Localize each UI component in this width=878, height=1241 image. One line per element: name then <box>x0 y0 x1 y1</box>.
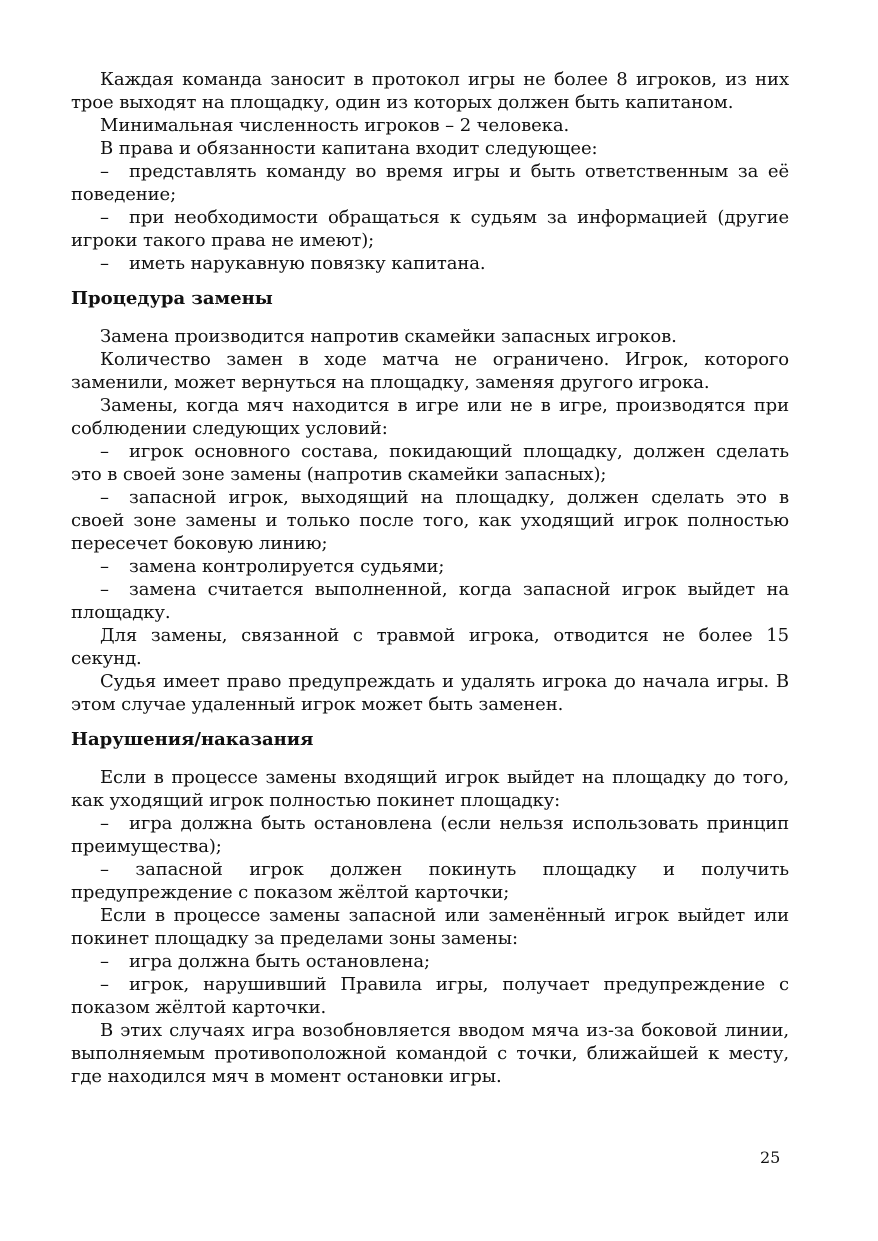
section-heading-substitution: Процедура замены <box>71 288 273 309</box>
paragraph-team-roster: Каждая команда заносит в протокол игры не более 8 игроков, из них трое выходят на площадку, один из которых должен быть капитаном. <box>71 69 789 113</box>
document-page <box>71 68 789 1088</box>
paragraph-minimum-players: Минимальная численность игроков – 2 человека. <box>100 115 570 136</box>
section-heading-violations: Нарушения/наказания <box>71 729 314 750</box>
list-item-substitution-condition: – замена контролируется судьями; <box>100 556 445 577</box>
dash-marker: – <box>100 951 109 972</box>
page-number: 25 <box>760 1148 781 1167</box>
paragraph-restart: В этих случаях игра возобновляется вводом мяча из-за боковой линии, выполняемым противоположной командой с точки, ближайшей к месту, где находился мяч в момент остановки игры. <box>71 1020 789 1087</box>
list-item-captain-duty: – иметь нарукавную повязку капитана. <box>100 253 486 274</box>
dash-marker: – <box>100 253 109 274</box>
paragraph-captain-duties-intro: В права и обязанности капитана входит следующее: <box>100 138 598 159</box>
paragraph-referee-rights: Судья имеет право предупреждать и удалять игрока до начала игры. В этом случае удаленный игрок может быть заменен. <box>71 671 789 715</box>
paragraph-substitution-conditions: Замены, когда мяч находится в игре или не в игре, производятся при соблюдении следующих условий: <box>71 395 789 439</box>
dash-marker: – <box>100 974 109 995</box>
list-item-substitution-condition: – замена считается выполненной, когда запасной игрок выйдет на площадку. <box>71 579 789 623</box>
list-item-outside-zone-penalty: – игрок, нарушивший Правила игры, получает предупреждение с показом жёлтой карточки. <box>71 974 789 1018</box>
list-item-captain-duty: – представлять команду во время игры и быть ответственным за её поведение; <box>71 161 789 205</box>
dash-marker: – <box>100 556 109 577</box>
paragraph-early-entry: Если в процессе замены входящий игрок выйдет на площадку до того, как уходящий игрок полностью покинет площадку: <box>71 767 789 811</box>
list-item-substitution-condition: – игрок основного состава, покидающий площадку, должен сделать это в своей зоне замены (напротив скамейки запасных); <box>71 441 789 485</box>
dash-marker: – <box>100 161 109 182</box>
list-item-early-entry-penalty: – игра должна быть остановлена (если нельзя использовать принцип преимущества); <box>71 813 789 857</box>
list-item-early-entry-penalty: – запасной игрок должен покинуть площадку и получить предупреждение с показом жёлтой карточки; <box>71 859 790 903</box>
paragraph-injury-substitution: Для замены, связанной с травмой игрока, отводится не более 15 секунд. <box>71 625 789 669</box>
dash-marker: – <box>100 859 109 880</box>
list-item-captain-duty: – при необходимости обращаться к судьям за информацией (другие игроки такого права не имеют); <box>71 207 789 251</box>
dash-marker: – <box>100 487 109 508</box>
paragraph-outside-zone: Если в процессе замены запасной или заменённый игрок выйдет или покинет площадку за пределами зоны замены: <box>71 905 789 949</box>
dash-marker: – <box>100 579 109 600</box>
paragraph-substitution-count: Количество замен в ходе матча не ограничено. Игрок, которого заменили, может вернуться на площадку, заменяя другого игрока. <box>71 349 789 393</box>
dash-marker: – <box>100 207 109 228</box>
paragraph-substitution-location: Замена производится напротив скамейки запасных игроков. <box>100 326 677 347</box>
list-item-substitution-condition: – запасной игрок, выходящий на площадку, должен сделать это в своей зоне замены и только после того, как уходящий игрок полностью пересечет боковую линию; <box>71 487 789 554</box>
dash-marker: – <box>100 813 109 834</box>
dash-marker: – <box>100 441 109 462</box>
list-item-outside-zone-penalty: – игра должна быть остановлена; <box>100 951 430 972</box>
